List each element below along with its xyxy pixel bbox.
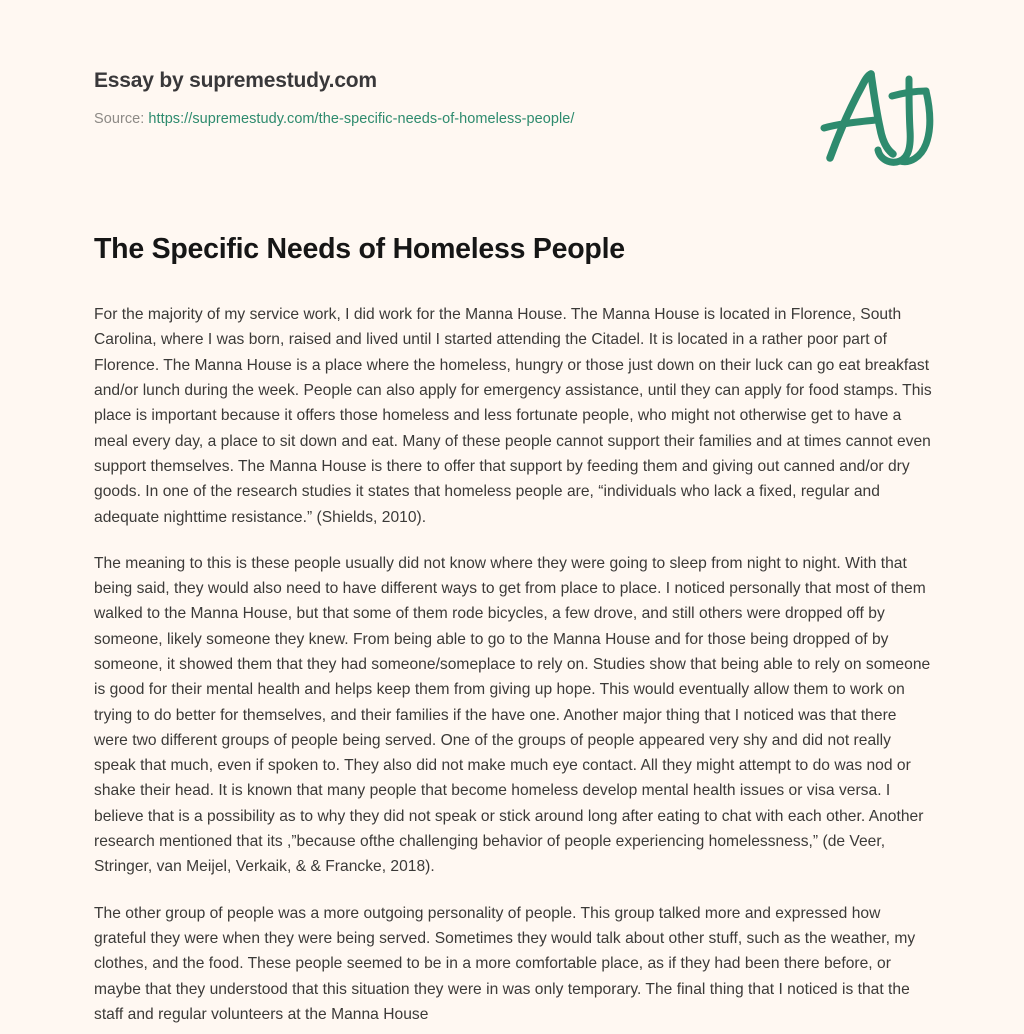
a-plus-logo[interactable] bbox=[808, 62, 940, 174]
article-paragraph: The other group of people was a more outgoing personality of people. This group talked more and expressed how grateful they were when they were being served. Sometimes they would talk about other stuff, such as the weather, my clothes, and the food. These people seemed to be in a more comfortable place, as if they had been there before, or maybe that they understood that this situation they were in was only temporary. The final thing that I noticed is that the staff and regular volunteers at the Manna House bbox=[94, 904, 916, 1023]
source-line bbox=[94, 94, 930, 129]
source-label: Source: bbox=[94, 111, 145, 128]
article-paragraph: For the majority of my service work, I did work for the Manna House. The Manna House is located in Florence, South Carolina, where I was born, raised and lived until I started attending the Citadel. It is located in a rather poor part of Florence. The Manna House is a place where the homeless, hungry or those just down on their luck can go eat breakfast and/or lunch during the week. People can also apply for emergency assistance, until they can apply for food stamps. This place is important because it offers those homeless and less fortunate people, who might not otherwise get to have a meal every day, a place to sit down and eat. Many of these people cannot support their families and at times cannot even support themselves. The Manna House is there to offer that support by feeding them and giving out canned and/or dry goods. In one of the research studies it states that homeless people are, “individuals who lack a fixed, regular and adequate nighttime resistance.” (Shields, 2010). bbox=[94, 306, 932, 526]
page-title: The Specific Needs of Homeless People bbox=[94, 233, 625, 266]
page-header bbox=[94, 0, 930, 129]
a-plus-logo-icon bbox=[808, 62, 940, 174]
brand-line: Essay by supremestudy.com bbox=[94, 69, 377, 92]
source-url-link[interactable]: https://supremestudy.com/the-specific-needs-of-homeless-people/ bbox=[148, 111, 575, 128]
article-body bbox=[94, 268, 932, 1027]
article-paragraph: The meaning to this is these people usually did not know where they were going to sleep from night to night. With that being said, they would also need to have different ways to get from place to place. I noticed personally that most of them walked to the Manna House, but that some of them rode bicycles, a few drove, and still others were dropped off by someone, likely someone they knew. From being able to go to the Manna House and for those being dropped of by someone, it showed them that they had someone/someplace to rely on. Studies show that being able to rely on someone is good for their mental health and helps keep them from giving up hope. This would eventually allow them to work on trying to do better for themselves, and their families if the have one. Another major thing that I noticed was that there were two different groups of people being served. One of the groups of people appeared very shy and did not really speak that much, even if spoken to. They also did not make much eye contact. All they might attempt to do was nod or shake their head. It is known that many people that become homeless develop mental health issues or visa versa. I believe that is a possibility as to why they did not speak or stick around long after eating to chat with each other. Another research mentioned that its ,”because ofthe challenging behavior of people experiencing homelessness,” (de Veer, Stringer, van Meijel, Verkaik, & & Francke, 2018). bbox=[94, 554, 931, 876]
